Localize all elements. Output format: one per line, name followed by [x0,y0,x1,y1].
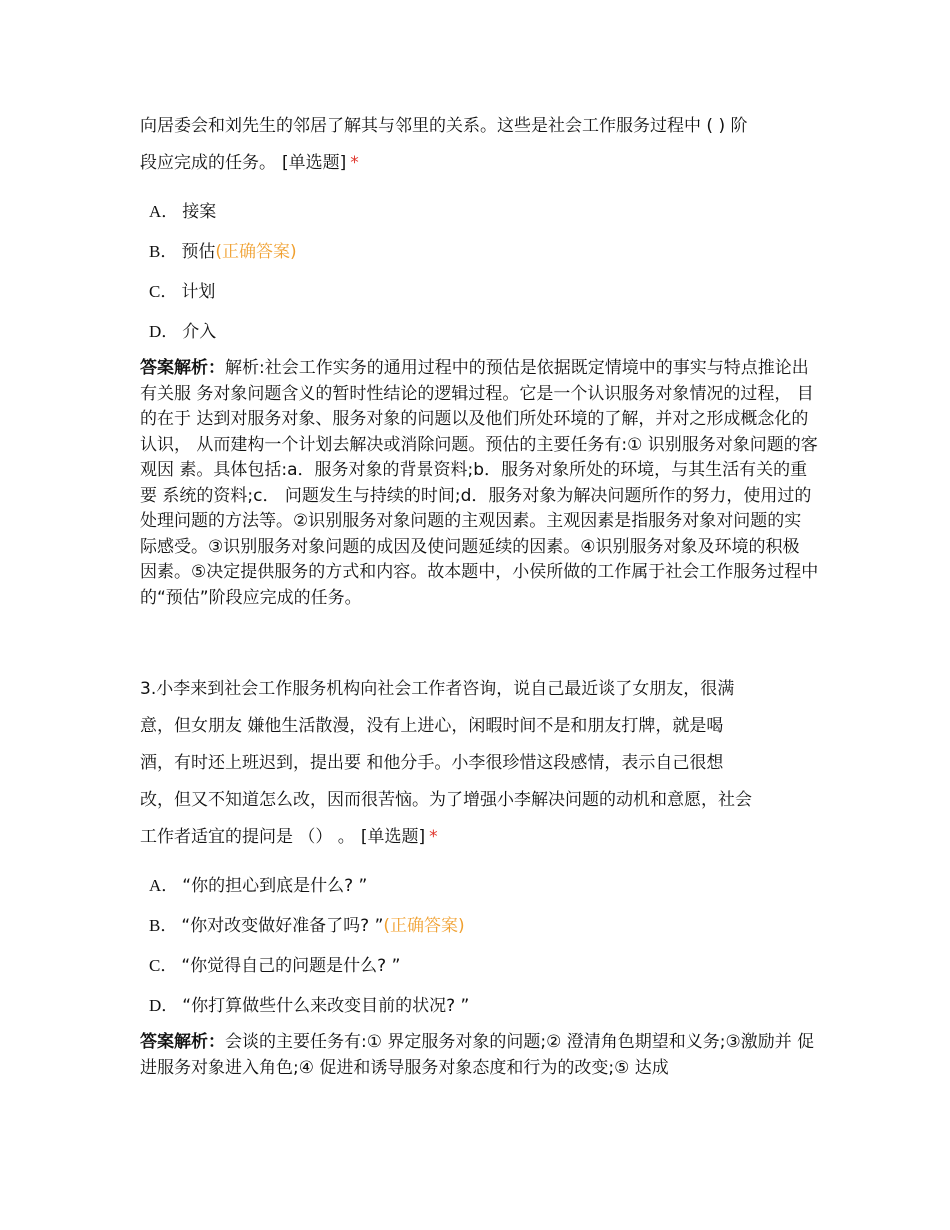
option-text: 接案 [182,202,217,222]
answer-analysis [140,1030,820,1081]
required-mark: * [350,153,359,173]
option-a[interactable] [140,866,820,906]
option-d[interactable] [140,312,820,352]
question-stem-line: 酒，有时还上班迟到，提出要 和他分手。小李很珍惜这段感情，表示自己很想 [140,753,724,773]
question-stem [140,671,820,856]
analysis-label: 答案解析： [140,358,225,378]
question-stem-line: 3.小李来到社会工作服务机构向社会工作者咨询，说自己最近谈了女朋友，很满 [140,679,735,699]
option-list [140,866,820,1026]
option-letter: D． [149,996,179,1015]
question-3 [140,671,820,1081]
option-c[interactable] [140,946,820,986]
option-text: “你打算做些什么来改变目前的状况? ” [182,996,470,1016]
question-type-label: [单选题] [282,153,347,173]
option-list [140,192,820,352]
question-stem-line: 意，但女朋友 嫌他生活散漫，没有上进心，闲暇时间不是和朋友打牌，就是喝 [140,716,724,736]
answer-analysis [140,356,820,611]
correct-answer-tag: (正确答案) [383,916,465,936]
option-text: “你对改变做好准备了吗? ” [181,916,384,936]
correct-answer-tag: (正确答案) [215,242,297,262]
option-letter: A． [149,202,179,221]
option-letter: C． [149,282,178,301]
option-d[interactable] [140,986,820,1026]
question-stem [140,108,820,182]
option-text: “你的担心到底是什么? ” [182,876,368,896]
option-letter: C． [149,956,178,975]
option-text: 介入 [182,322,217,342]
option-text: “你觉得自己的问题是什么? ” [181,956,401,976]
option-a[interactable] [140,192,820,232]
question-type-label: [单选题] [360,827,426,847]
question-stem-line: 向居委会和刘先生的邻居了解其与邻里的关系。这些是社会工作服务过程中 ( ) 阶 [140,116,748,136]
option-letter: B． [149,242,178,261]
option-text: 计划 [181,282,216,302]
question-stem-line: 改，但又不知道怎么改，因而很苦恼。为了增强小李解决问题的动机和意愿，社会 [140,790,752,810]
analysis-text: 会谈的主要任务有:① 界定服务对象的问题;② 澄清角色期望和义务;③激励并 促进服务对象进入角色;④ 促进和诱导服务对象态度和行为的改变;⑤ 达成 [140,1032,815,1078]
option-letter: D． [149,322,179,341]
question-stem-line: 段应完成的任务。 [140,153,276,173]
option-text: 预估 [181,242,216,262]
analysis-label: 答案解析： [140,1032,225,1052]
option-letter: A． [149,876,179,895]
question-stem-line: 工作者适宜的提问是 （） 。 [140,827,355,847]
option-b[interactable] [140,906,820,946]
analysis-text: 解析:社会工作实务的通用过程中的预估是依据既定情境中的事实与特点推论出有关服 务对象问题含义的暂时性结论的逻辑过程。它是一个认识服务对象情况的过程， 目的在于 达到对服务对象、服务对象的问题以及他们所处环境的了解，并对之形成概念化的认识， 从而建构一个计划去解决或消除问题。预估的主要任务有:① 识别服务对象问题的客观因 素。具体包括:a．服务对象的背景资料;b．服务对象所处的环境，与其生活有关的重要 系统的资料;c． 问题发生与持续的时间;d．服务对象为解决问题所作的努力，使用过的 处理问题的方法等。②识别服务对象问题的主观因素。主观因素是指服务对象对问题的实 际感受。③识别服务对象问题的成因及使问题延续的因素。④识别服务对象及环境的积极 因素。⑤决定提供服务的方式和内容。故本题中，小侯所做的工作属于社会工作服务过程中的“预估”阶段应完成的任务。 [140,358,819,608]
option-letter: B． [149,916,178,935]
option-c[interactable] [140,272,820,312]
question-1 [140,108,820,611]
required-mark: * [429,827,438,847]
document-page [140,108,820,1081]
option-b[interactable] [140,232,820,272]
